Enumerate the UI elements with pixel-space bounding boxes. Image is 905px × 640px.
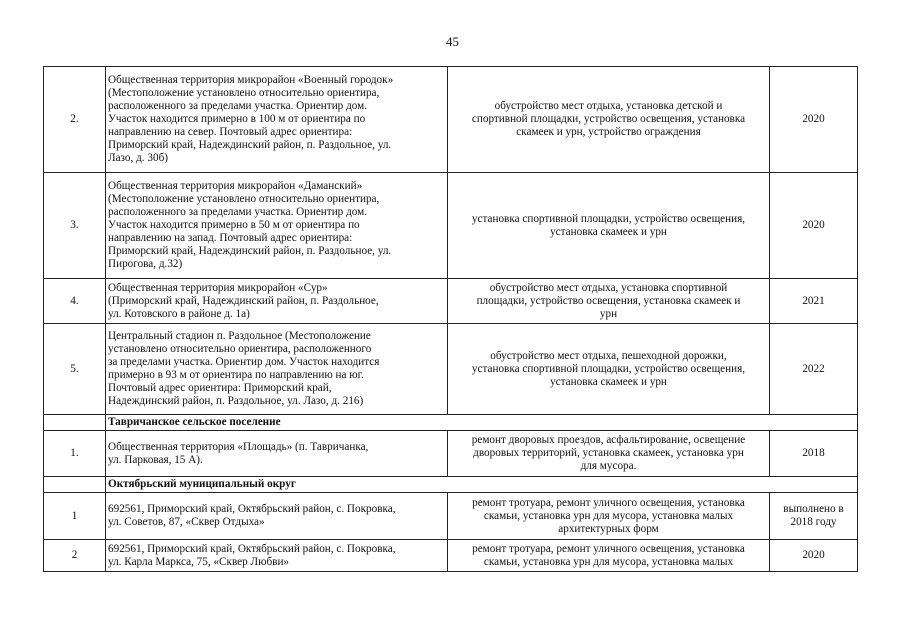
territory-address: Центральный стадион п. Раздольное (Местоположение установлено относительно ориентира, расположенного за пределами участка. Ориентир дом. Участок находится примерно в 93 м от ориентира по направлению на юг. Почтовый адрес ориентира: Приморский край, Надеждинский район, п. Раздольное, ул. Лазо, д. 216): [106, 324, 448, 415]
section-blank-cell: [44, 415, 106, 431]
completion-year: выполнено в 2018 году: [770, 493, 858, 540]
table-row: [44, 493, 858, 540]
table-row: [44, 431, 858, 477]
territory-address: Общественная территория микрорайон «Даманский» (Местоположение установлено относительно ориентира, расположенного за пределами участка. Ориентир дом. Участок находится примерно в 50 м от ориентира по направлению на запад. Почтовый адрес ориентира: Приморский край, Надеждинский район, п. Раздольное, ул. Пирогова, д.32): [106, 173, 448, 279]
completion-year: 2020: [770, 540, 858, 572]
territory-address: 692561, Приморский край, Октябрьский район, с. Покровка, ул. Карла Маркса, 75, «Сквер Любви»: [106, 540, 448, 572]
table-row: [44, 540, 858, 572]
works-description: ремонт дворовых проездов, асфальтирование, освещение дворовых территорий, установка скамеек, установка урн для мусора.: [448, 431, 770, 477]
row-number: 5.: [44, 324, 106, 415]
row-number: 4.: [44, 279, 106, 324]
table-row: [44, 279, 858, 324]
row-number: 2: [44, 540, 106, 572]
completion-year: 2020: [770, 173, 858, 279]
table-row: [44, 324, 858, 415]
row-number: 3.: [44, 173, 106, 279]
section-row: [44, 415, 858, 431]
section-row: [44, 477, 858, 493]
row-number: 1.: [44, 431, 106, 477]
works-description: установка спортивной площадки, устройство освещения, установка скамеек и урн: [448, 173, 770, 279]
works-description: обустройство мест отдыха, пешеходной дорожки, установка спортивной площадки, устройство освещения, установка скамеек и урн: [448, 324, 770, 415]
section-title: Тавричанское сельское поселение: [106, 415, 858, 431]
works-description: обустройство мест отдыха, установка спортивной площадки, устройство освещения, установка скамеек и урн: [448, 279, 770, 324]
works-description: ремонт тротуара, ремонт уличного освещения, установка скамьи, установка урн для мусора, установка малых: [448, 540, 770, 572]
improvement-table: [43, 66, 858, 572]
territory-address: Общественная территория «Площадь» (п. Тавричанка, ул. Парковая, 15 А).: [106, 431, 448, 477]
row-number: 2.: [44, 67, 106, 173]
territory-address: Общественная территория микрорайон «Сур» (Приморский край, Надеждинский район, п. Раздольное, ул. Котовского в районе д. 1а): [106, 279, 448, 324]
territory-address: Общественная территория микрорайон «Военный городок» (Местоположение установлено относительно ориентира, расположенного за пределами участка. Ориентир дом. Участок находится примерно в 100 м от ориентира по направлению на север. Почтовый адрес ориентира: Приморский край, Надеждинский район, п. Раздольное, ул. Лазо, д. 30б): [106, 67, 448, 173]
table-row: [44, 173, 858, 279]
completion-year: 2022: [770, 324, 858, 415]
table-body: [44, 67, 858, 572]
works-description: обустройство мест отдыха, установка детской и спортивной площадки, устройство освещения, установка скамеек и урн, устройство ограждения: [448, 67, 770, 173]
row-number: 1: [44, 493, 106, 540]
works-description: ремонт тротуара, ремонт уличного освещения, установка скамьи, установка урн для мусора, установка малых архитектурных форм: [448, 493, 770, 540]
completion-year: 2018: [770, 431, 858, 477]
page-number: 45: [446, 34, 459, 49]
completion-year: 2021: [770, 279, 858, 324]
section-title: Октябрьский муниципальный округ: [106, 477, 858, 493]
completion-year: 2020: [770, 67, 858, 173]
territory-address: 692561, Приморский край, Октябрьский район, с. Покровка, ул. Советов, 87, «Сквер Отдыха»: [106, 493, 448, 540]
table-row: [44, 67, 858, 173]
section-blank-cell: [44, 477, 106, 493]
